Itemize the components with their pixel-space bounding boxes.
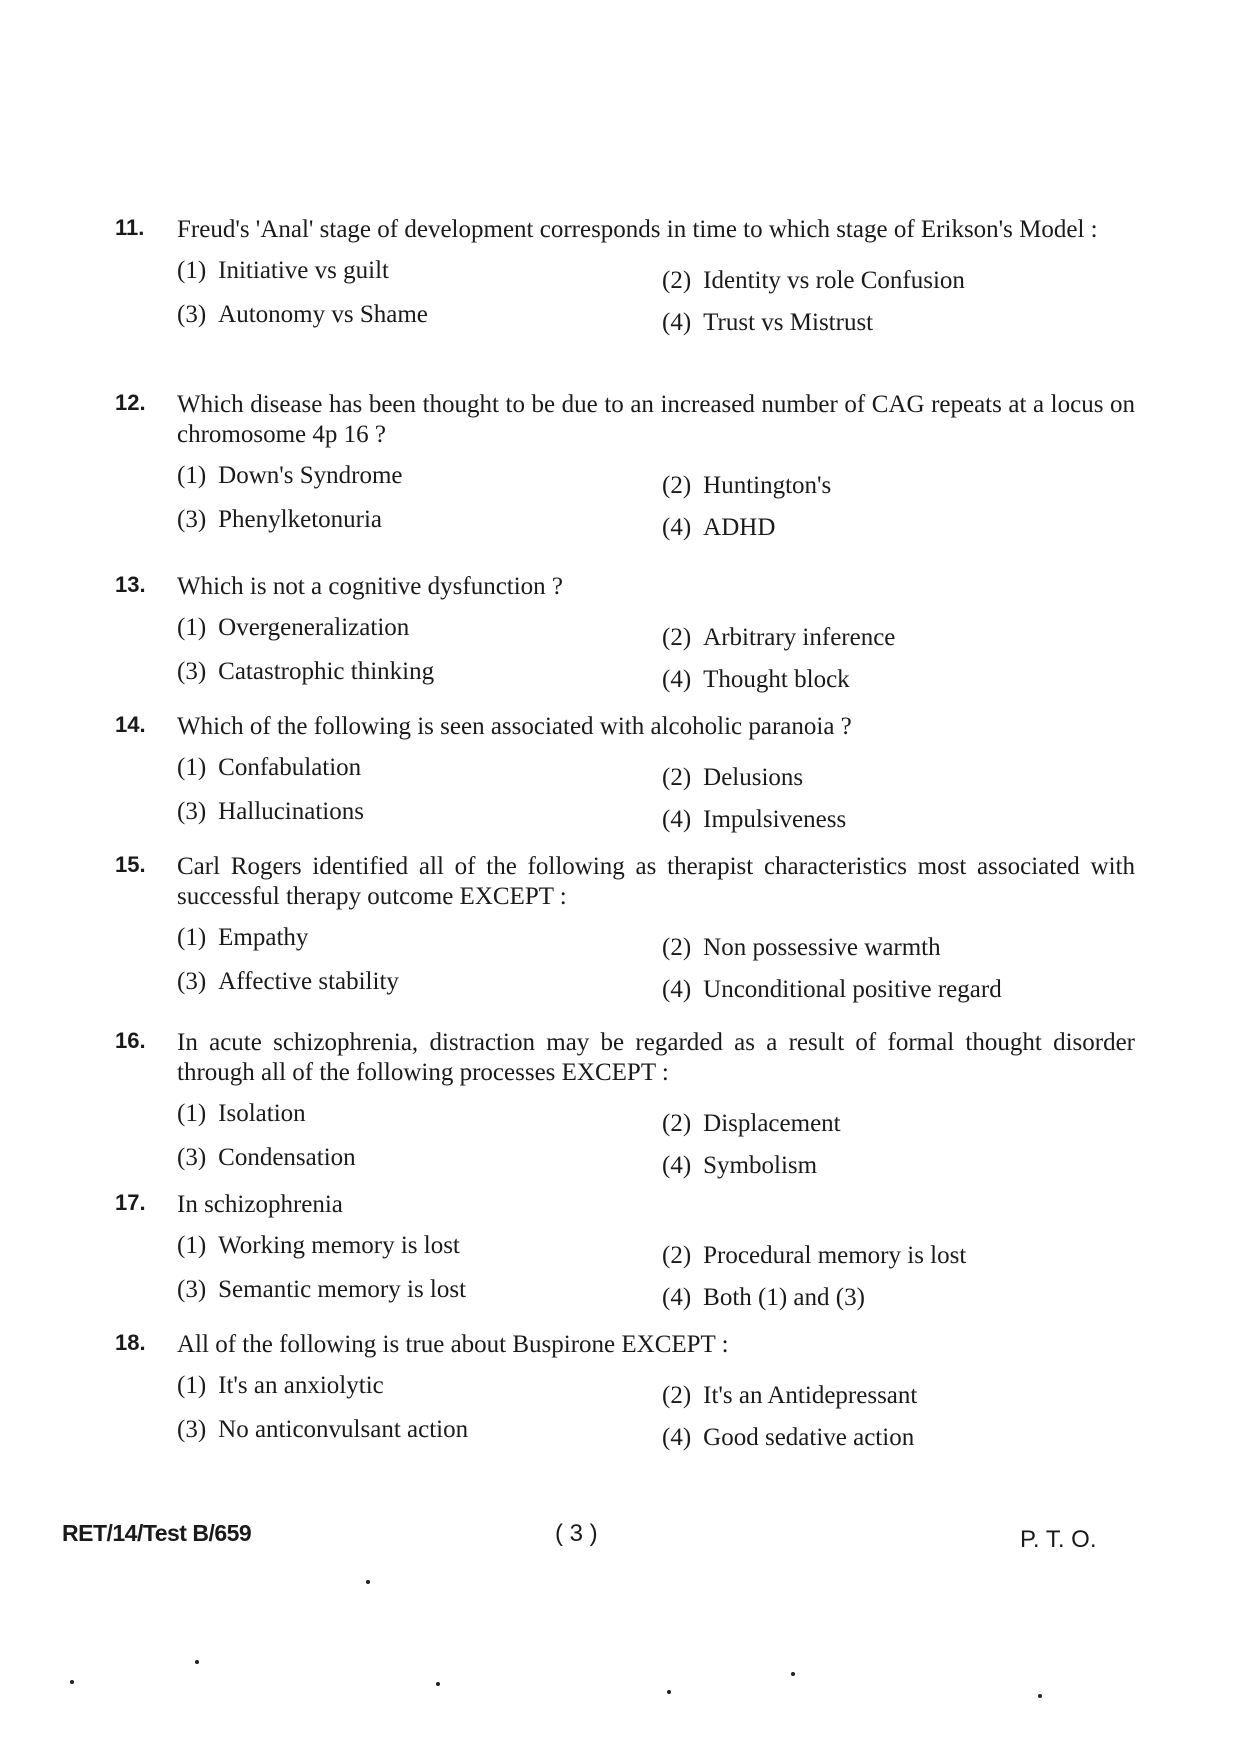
option-number: (1) [177,924,207,951]
option-4 [662,1152,817,1180]
option-text: Huntington's [703,472,832,499]
please-turn-over: P. T. O. [1020,1526,1097,1553]
question-12 [115,390,1135,550]
option-text: Isolation [218,1100,306,1127]
option-number: (3) [177,658,207,685]
option-number: (1) [177,1100,207,1127]
option-text: Down's Syndrome [218,462,403,489]
option-text: Empathy [218,924,309,951]
option-2 [662,1382,917,1410]
option-text: Displacement [703,1110,841,1137]
option-4 [662,309,873,337]
option-number: (3) [177,968,207,995]
option-text: Arbitrary inference [703,624,896,651]
scan-speck [791,1672,795,1676]
option-4 [662,976,1002,1004]
option-text: Catastrophic thinking [218,658,435,685]
option-number: (3) [177,1144,207,1171]
option-2 [662,472,831,500]
option-2 [662,934,941,962]
option-number: (2) [662,1242,692,1269]
question-text: Carl Rogers identified all of the following as therapist characteristics most associated with successful therapy outcome EXCEPT : [177,853,1135,910]
question-number: 12. [115,390,146,415]
scan-speck [1038,1694,1042,1698]
option-1 [177,1100,306,1128]
option-text: Condensation [218,1144,356,1171]
option-text: Delusions [703,764,804,791]
option-text: ADHD [703,514,776,541]
scan-speck [667,1690,671,1694]
scan-speck [436,1682,440,1686]
question-text: Freud's 'Anal' stage of development corresponds in time to which stage of Erikson's Model : [177,216,1098,243]
question-number: 17. [115,1190,146,1215]
question-14 [115,712,1135,842]
option-text: Procedural memory is lost [703,1242,967,1269]
option-text: Impulsiveness [703,806,847,833]
page-number: ( 3 ) [555,1520,598,1547]
question-15 [115,852,1135,1012]
option-1 [177,1232,460,1260]
option-number: (3) [177,1416,207,1443]
option-text: Confabulation [218,754,362,781]
option-number: (4) [662,976,692,1003]
option-3 [177,506,382,534]
option-number: (4) [662,1424,692,1451]
question-text: Which disease has been thought to be due to an increased number of CAG repeats at a locus on chromosome 4p 16 ? [177,391,1135,448]
option-4 [662,1284,865,1312]
options [177,1232,1135,1320]
test-code: RET/14/Test B/659 [62,1520,252,1546]
scan-speck [195,1660,199,1664]
option-text: Phenylketonuria [218,506,383,533]
scan-speck [70,1680,74,1684]
option-text: Non possessive warmth [703,934,941,961]
option-1 [177,257,389,285]
option-text: Thought block [703,666,850,693]
question-text: Which of the following is seen associated with alcoholic paranoia ? [177,713,852,740]
option-number: (1) [177,1232,207,1259]
option-3 [177,1276,466,1304]
option-number: (1) [177,614,207,641]
option-3 [177,1144,356,1172]
options [177,754,1135,842]
question-number: 16. [115,1028,146,1053]
option-3 [177,658,434,686]
question-17 [115,1190,1135,1320]
option-text: Semantic memory is lost [218,1276,467,1303]
option-number: (3) [177,1276,207,1303]
option-text: No anticonvulsant action [218,1416,469,1443]
option-text: It's an anxiolytic [218,1372,384,1399]
option-number: (4) [662,309,692,336]
option-number: (4) [662,1152,692,1179]
option-number: (3) [177,798,207,825]
question-18 [115,1330,1135,1460]
question-number: 15. [115,852,146,877]
option-text: Identity vs role Confusion [703,267,965,294]
option-1 [177,924,308,952]
option-number: (2) [662,1382,692,1409]
option-text: Trust vs Mistrust [703,309,874,336]
option-1 [177,754,361,782]
options [177,614,1135,702]
option-number: (4) [662,1284,692,1311]
question-text: All of the following is true about Buspirone EXCEPT : [177,1331,729,1358]
option-2 [662,764,803,792]
question-number: 18. [115,1330,146,1355]
option-text: Hallucinations [218,798,364,825]
option-1 [177,614,409,642]
question-text: In schizophrenia [177,1191,343,1218]
question-text: Which is not a cognitive dysfunction ? [177,573,564,600]
options [177,462,1135,550]
option-2 [662,1242,966,1270]
option-text: Overgeneralization [218,614,410,641]
option-number: (1) [177,1372,207,1399]
question-text: In acute schizophrenia, distraction may be regarded as a result of formal thought disorder through all of the following processes EXCEPT : [177,1029,1135,1086]
option-text: Good sedative action [703,1424,915,1451]
question-number: 14. [115,712,146,737]
option-4 [662,514,775,542]
option-4 [662,806,846,834]
option-number: (3) [177,506,207,533]
scan-speck [366,1580,370,1584]
option-2 [662,1110,841,1138]
option-4 [662,1424,914,1452]
option-number: (4) [662,514,692,541]
question-number: 13. [115,572,146,597]
option-number: (2) [662,764,692,791]
option-number: (2) [662,934,692,961]
option-1 [177,1372,384,1400]
option-number: (4) [662,806,692,833]
option-1 [177,462,403,490]
question-11 [115,215,1135,345]
option-number: (1) [177,462,207,489]
option-text: Initiative vs guilt [218,257,389,284]
option-number: (1) [177,257,207,284]
option-3 [177,798,364,826]
options [177,924,1135,1012]
option-3 [177,1416,468,1444]
option-text: Affective stability [218,968,399,995]
option-4 [662,666,850,694]
option-number: (1) [177,754,207,781]
option-number: (2) [662,472,692,499]
option-2 [662,267,965,295]
question-number: 11. [115,215,145,240]
options [177,1372,1135,1460]
question-16 [115,1028,1135,1188]
option-number: (4) [662,666,692,693]
option-text: Both (1) and (3) [703,1284,865,1311]
option-text: Unconditional positive regard [703,976,1002,1003]
option-text: Symbolism [703,1152,818,1179]
option-number: (3) [177,301,207,328]
option-text: Autonomy vs Shame [218,301,428,328]
option-2 [662,624,895,652]
option-3 [177,968,399,996]
option-3 [177,301,428,329]
options [177,257,1135,345]
option-number: (2) [662,267,692,294]
option-text: Working memory is lost [218,1232,460,1259]
question-13 [115,572,1135,702]
option-text: It's an Antidepressant [703,1382,918,1409]
option-number: (2) [662,624,692,651]
options [177,1100,1135,1188]
option-number: (2) [662,1110,692,1137]
